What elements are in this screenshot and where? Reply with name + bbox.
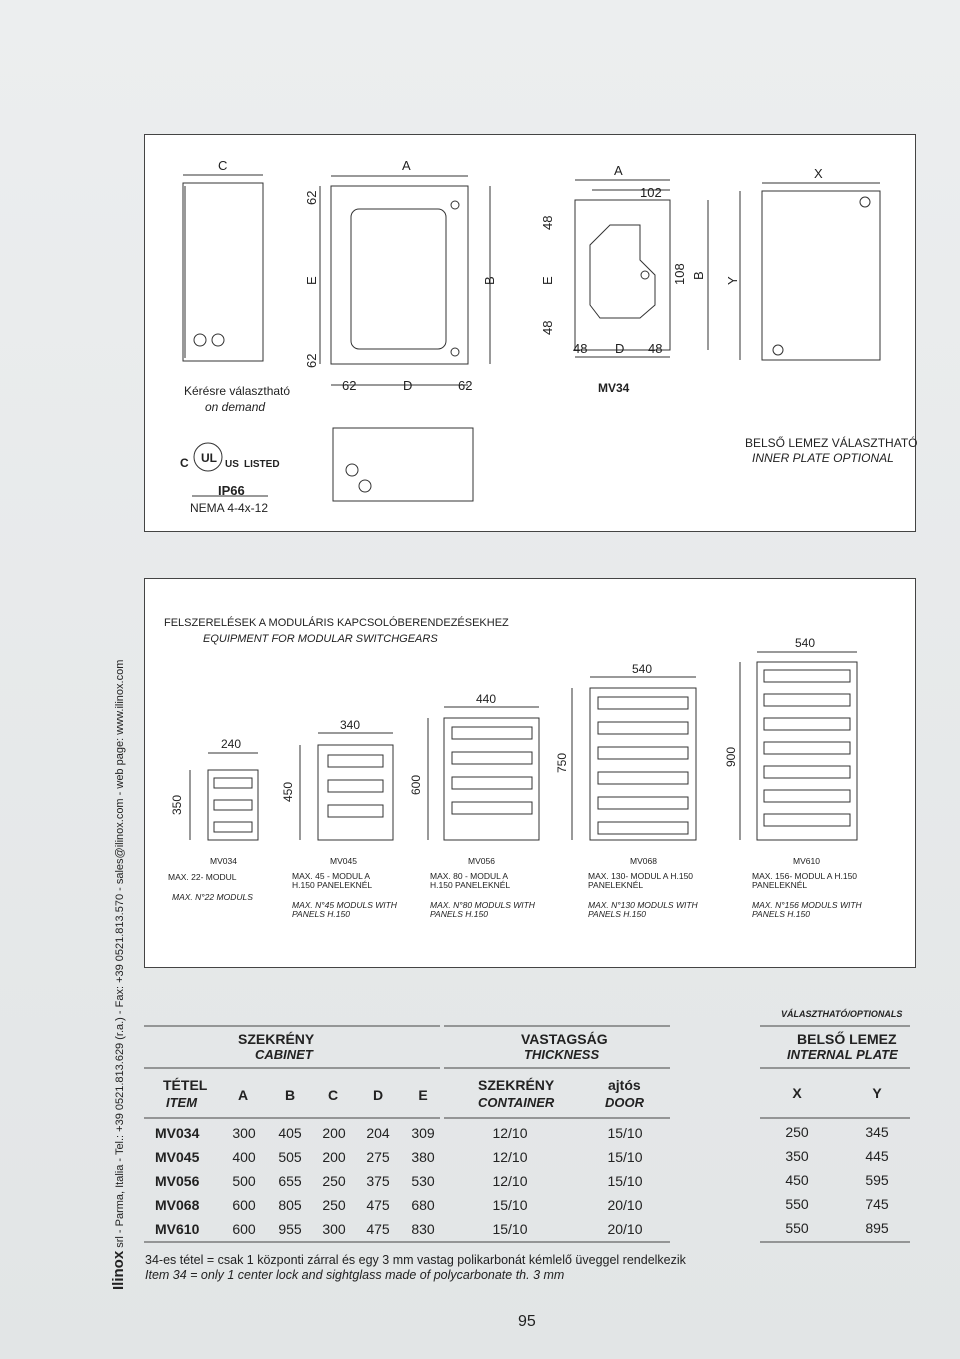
- mv056-line3: MAX. N°80 MODULS WITH: [430, 900, 535, 910]
- mv610-line3: MAX. N°156 MODULS WITH: [752, 900, 862, 910]
- footnote-hu: 34-es tétel = csak 1 központi zárral és egy 3 mm vastag polikarbonát kémlelő üveggel rendelkezik: [145, 1253, 686, 1267]
- row-door: 20/10: [607, 1221, 643, 1237]
- row-container: 15/10: [492, 1197, 528, 1213]
- row-container: 12/10: [492, 1149, 528, 1165]
- col-header-x: X: [792, 1085, 802, 1101]
- container-header-en: CONTAINER: [478, 1095, 555, 1110]
- row-item: MV045: [155, 1149, 200, 1165]
- dim-label-62-bottom: 62: [304, 353, 319, 368]
- row-e: 680: [411, 1197, 435, 1213]
- mv068-line2: PANELEKNÉL: [588, 880, 644, 890]
- dim-label-d: D: [403, 378, 413, 393]
- row-x: 550: [785, 1220, 809, 1236]
- row-item: MV034: [155, 1125, 200, 1141]
- row-d: 475: [366, 1197, 390, 1213]
- row-e: 830: [411, 1221, 435, 1237]
- dim-label-b: B: [482, 276, 497, 285]
- row-y: 345: [865, 1124, 889, 1140]
- mv045-name: MV045: [330, 856, 357, 866]
- row-y: 595: [865, 1172, 889, 1188]
- row-door: 20/10: [607, 1197, 643, 1213]
- row-b: 505: [278, 1149, 302, 1165]
- dim-label-48-top: 48: [540, 215, 555, 230]
- row-door: 15/10: [607, 1125, 643, 1141]
- dim-label-108: 108: [672, 263, 687, 285]
- row-c: 250: [322, 1173, 346, 1189]
- dim-label-a-mv34: A: [614, 163, 623, 178]
- mv045-width: 340: [340, 718, 361, 732]
- inner-header-hu: BELSŐ LEMEZ: [797, 1031, 897, 1047]
- mv034-line3: MAX. N°22 MODULS: [172, 892, 253, 902]
- mv056-height: 600: [409, 774, 423, 795]
- cabinet-header-en: CABINET: [255, 1047, 313, 1062]
- equipment-title-hu: FELSZERELÉSEK A MODULÁRIS KAPCSOLÓBERENDEZÉSEKHEZ: [164, 617, 509, 629]
- col-header-c: C: [327, 1087, 339, 1103]
- inner-plate-hu: BELSŐ LEMEZ VÁLASZTHATÓ: [745, 436, 918, 450]
- col-header-e: E: [418, 1087, 428, 1103]
- row-y: 745: [865, 1196, 889, 1212]
- row-c: 200: [322, 1149, 346, 1165]
- mv610-line2: PANELEKNÉL: [752, 880, 808, 890]
- item-header-en: ITEM: [166, 1095, 198, 1110]
- dim-label-62-left: 62: [342, 378, 357, 393]
- dim-label-d-mv34: D: [615, 341, 625, 356]
- footnote-en: Item 34 = only 1 center lock and sightglass made of polycarbonate th. 3 mm: [145, 1268, 565, 1282]
- row-a: 400: [232, 1149, 256, 1165]
- row-e: 309: [411, 1125, 435, 1141]
- mv610-width: 540: [795, 636, 816, 650]
- mv056-line2: H.150 PANELEKNÉL: [430, 880, 511, 890]
- row-x: 550: [785, 1196, 809, 1212]
- row-y: 445: [865, 1148, 889, 1164]
- dim-label-62-right: 62: [458, 378, 473, 393]
- mv045-height: 450: [281, 781, 295, 802]
- cabinet-header-hu: SZEKRÉNY: [238, 1031, 315, 1047]
- col-header-b: B: [284, 1087, 296, 1103]
- row-b: 405: [278, 1125, 302, 1141]
- row-a: 300: [232, 1125, 256, 1141]
- row-a: 500: [232, 1173, 256, 1189]
- row-a: 600: [232, 1221, 256, 1237]
- door-header-en: DOOR: [605, 1095, 644, 1110]
- mv068-height: 750: [555, 752, 569, 773]
- row-b: 655: [278, 1173, 302, 1189]
- mv34-caption: MV34: [598, 381, 630, 395]
- door-header-hu: ajtós: [608, 1077, 641, 1093]
- row-d: 275: [366, 1149, 390, 1165]
- ul-mark: UL: [201, 451, 217, 465]
- thickness-header-hu: VASTAGSÁG: [521, 1031, 608, 1047]
- ul-listed: LISTED: [244, 459, 280, 470]
- mv068-line3: MAX. N°130 MODULS WITH: [588, 900, 698, 910]
- ul-c: C: [180, 456, 189, 470]
- row-y: 895: [865, 1220, 889, 1236]
- dim-label-e: E: [304, 276, 319, 285]
- row-e: 380: [411, 1149, 435, 1165]
- row-c: 250: [322, 1197, 346, 1213]
- mv045-line1: MAX. 45 - MODUL A: [292, 871, 371, 881]
- contact-details: srl - Parma, Italia - Tel.: +39 0521.813.629 (r.a.) - Fax: +39 0521.813.570 - sales@ilinox.com - web page: www.ilinox.com: [114, 659, 126, 1248]
- dim-label-x: X: [814, 166, 823, 181]
- mv068-line1: MAX. 130- MODUL A H.150: [588, 871, 694, 881]
- mv034-line1: MAX. 22- MODUL: [168, 872, 237, 882]
- dim-label-c: C: [218, 158, 228, 173]
- mv610-height: 900: [724, 746, 738, 767]
- row-d: 375: [366, 1173, 390, 1189]
- col-header-d: D: [372, 1087, 384, 1103]
- mv034-name: MV034: [210, 856, 237, 866]
- row-x: 250: [785, 1124, 809, 1140]
- row-d: 204: [366, 1125, 390, 1141]
- mv045-line3: MAX. N°45 MODULS WITH: [292, 900, 397, 910]
- row-c: 300: [322, 1221, 346, 1237]
- equipment-title-en: EQUIPMENT FOR MODULAR SWITCHGEARS: [203, 633, 438, 645]
- thickness-header-en: THICKNESS: [524, 1047, 600, 1062]
- dim-label-a: A: [402, 158, 411, 173]
- row-container: 15/10: [492, 1221, 528, 1237]
- row-a: 600: [232, 1197, 256, 1213]
- brand-name: Ilinox: [110, 1250, 127, 1290]
- dim-label-48-lower: 48: [540, 320, 555, 335]
- nema-rating: NEMA 4-4x-12: [190, 501, 269, 515]
- row-item: MV056: [155, 1173, 200, 1189]
- mv045-line4: PANELS H.150: [292, 909, 350, 919]
- inner-header-en: INTERNAL PLATE: [787, 1047, 898, 1062]
- page-number: 95: [518, 1313, 536, 1330]
- ip-rating: IP66: [218, 483, 245, 498]
- mv056-line4: PANELS H.150: [430, 909, 488, 919]
- inner-plate-en: INNER PLATE OPTIONAL: [752, 451, 894, 465]
- container-header-hu: SZEKRÉNY: [478, 1077, 555, 1093]
- dim-label-b-mv34: B: [691, 271, 706, 280]
- dim-label-48-right: 48: [648, 341, 663, 356]
- row-b: 805: [278, 1197, 302, 1213]
- row-container: 12/10: [492, 1173, 528, 1189]
- mv056-line1: MAX. 80 - MODUL A: [430, 871, 509, 881]
- mv610-line1: MAX. 156- MODUL A H.150: [752, 871, 858, 881]
- dim-label-48-left: 48: [573, 341, 588, 356]
- row-door: 15/10: [607, 1173, 643, 1189]
- mv034-width: 240: [221, 737, 242, 751]
- row-x: 350: [785, 1148, 809, 1164]
- col-header-y: Y: [872, 1085, 882, 1101]
- mv056-name: MV056: [468, 856, 495, 866]
- dim-label-62-top: 62: [304, 190, 319, 205]
- mv610-name: MV610: [793, 856, 820, 866]
- dim-label-y: Y: [725, 276, 740, 285]
- ul-us: US: [225, 459, 239, 470]
- row-door: 15/10: [607, 1149, 643, 1165]
- mv056-width: 440: [476, 692, 497, 706]
- mv045-line2: H.150 PANELEKNÉL: [292, 880, 373, 890]
- row-d: 475: [366, 1221, 390, 1237]
- mv610-line4: PANELS H.150: [752, 909, 810, 919]
- row-c: 200: [322, 1125, 346, 1141]
- row-item: MV610: [155, 1221, 200, 1237]
- mv068-width: 540: [632, 662, 653, 676]
- row-item: MV068: [155, 1197, 200, 1213]
- on-demand-en: on demand: [205, 400, 266, 414]
- mv068-line4: PANELS H.150: [588, 909, 646, 919]
- optionals-label: VÁLASZTHATÓ/OPTIONALS: [781, 1009, 903, 1019]
- on-demand-hu: Kérésre választható: [184, 384, 291, 398]
- col-header-a: A: [237, 1087, 249, 1103]
- dim-label-102: 102: [640, 185, 662, 200]
- mv068-name: MV068: [630, 856, 657, 866]
- row-x: 450: [785, 1172, 809, 1188]
- mv034-height: 350: [170, 794, 184, 815]
- dim-label-e-mv34: E: [540, 276, 555, 285]
- row-b: 955: [278, 1221, 302, 1237]
- row-e: 530: [411, 1173, 435, 1189]
- item-header-hu: TÉTEL: [163, 1077, 208, 1093]
- row-container: 12/10: [492, 1125, 528, 1141]
